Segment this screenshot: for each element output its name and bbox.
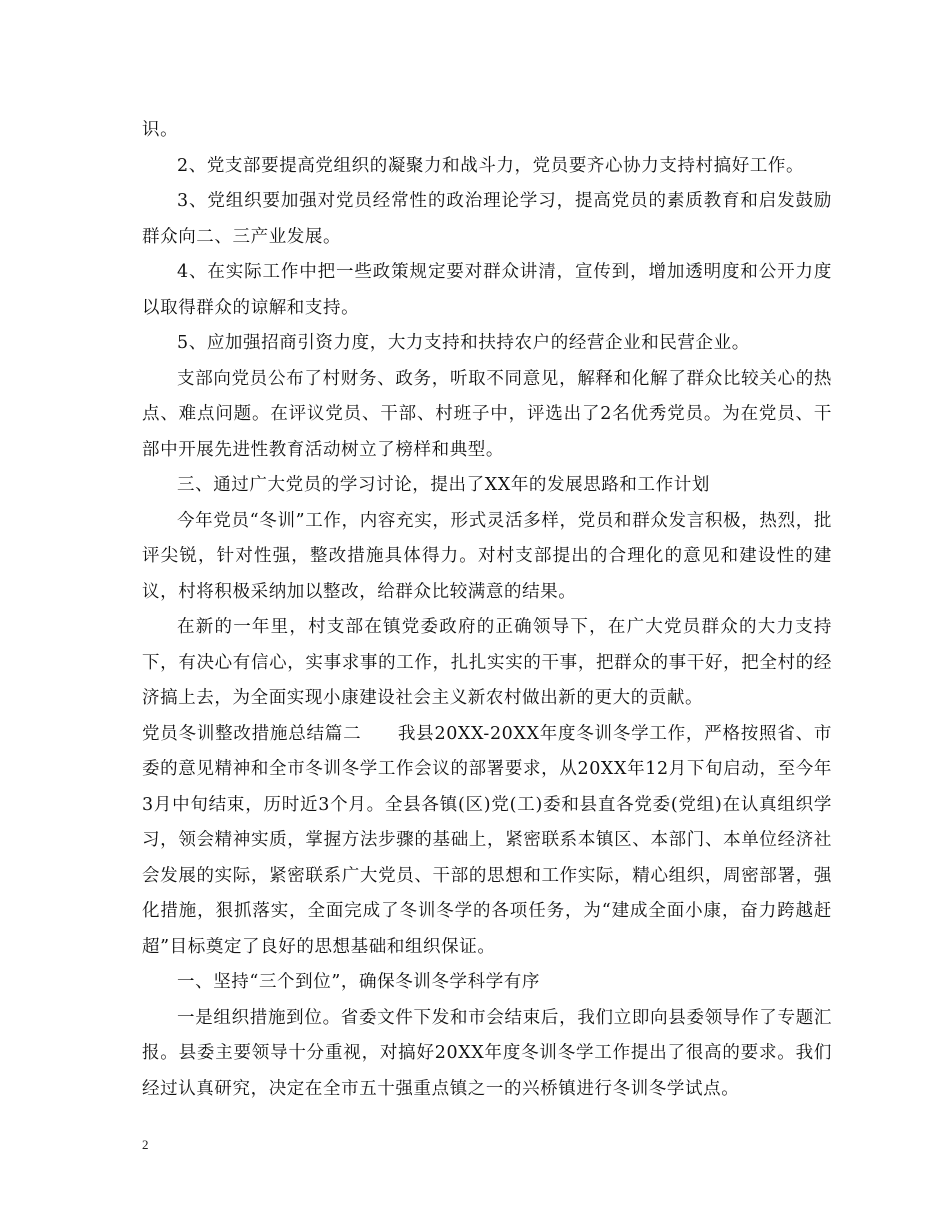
paragraph: 在新的一年里，村支部在镇党委政府的正确领导下，在广大党员群众的大力支持下，有决心有信心，实事求事的工作，扎扎实实的干事，把群众的事干好，把全村的经济搞上去，为全面实现小康建设社会主义新农村做出新的更大的贡献。 — [142, 617, 832, 708]
article-title-paragraph: 党员冬训整改措施总结篇二 我县20XX-20XX年度冬训冬学工作，严格按照省、市委的意见精神和全市冬训冬学工作会议的部署要求，从20XX年12月下旬启动，至今年3月中旬结束，历时近3个月。全县各镇(区)党(工)委和县直各党委(党组)在认真组织学习，领会精神实质，掌握方法步骤的基础上，紧密联系本镇区、本部门、本单位经济社会发展的实际，紧密联系广大党员、干部的思想和工作实际，精心组织，周密部署，强化措施，狠抓落实，全面完成了冬训冬学的各项任务，为“建成全面小康，奋力跨越赶超”目标奠定了良好的思想基础和组织保证。 — [142, 723, 832, 957]
page-number: 2 — [142, 1137, 149, 1152]
paragraph: 4、在实际工作中把一些政策规定要对群众讲清，宣传到，增加透明度和公开力度以取得群众的谅解和支持。 — [142, 262, 832, 318]
section-heading: 三、通过广大党员的学习讨论，提出了XX年的发展思路和工作计划 — [177, 475, 710, 495]
paragraph: 识。 — [142, 120, 179, 140]
paragraph: 一是组织措施到位。省委文件下发和市会结束后，我们立即向县委领导作了专题汇报。县委主要领导十分重视，对搞好20XX年度冬训冬学工作提出了很高的要求。我们经过认真研究，决定在全市五十强重点镇之一的兴桥镇进行冬训冬学试点。 — [142, 1007, 832, 1099]
paragraph: 支部向党员公布了村财务、政务，听取不同意见，解释和化解了群众比较关心的热点、难点问题。在评议党员、干部、村班子中，评选出了2名优秀党员。为在党员、干部中开展先进性教育活动树立了榜样和典型。 — [142, 368, 832, 460]
paragraph: 3、党组织要加强对党员经常性的政治理论学习，提高党员的素质教育和启发鼓励群众向二、三产业发展。 — [142, 191, 832, 247]
paragraph: 今年党员“冬训”工作，内容充实，形式灵活多样，党员和群众发言积极，热烈，批评尖锐，针对性强，整改措施具体得力。对村支部提出的合理化的意见和建设性的建议，村将积极采纳加以整改，给群众比较满意的结果。 — [142, 510, 832, 602]
document-body — [142, 113, 832, 1107]
section-heading: 一、坚持“三个到位”，确保冬训冬学科学有序 — [177, 972, 540, 992]
paragraph: 2、党支部要提高党组织的凝聚力和战斗力，党员要齐心协力支持村搞好工作。 — [177, 155, 805, 176]
paragraph: 5、应加强招商引资力度，大力支持和扶持农户的经营企业和民营企业。 — [177, 333, 750, 353]
